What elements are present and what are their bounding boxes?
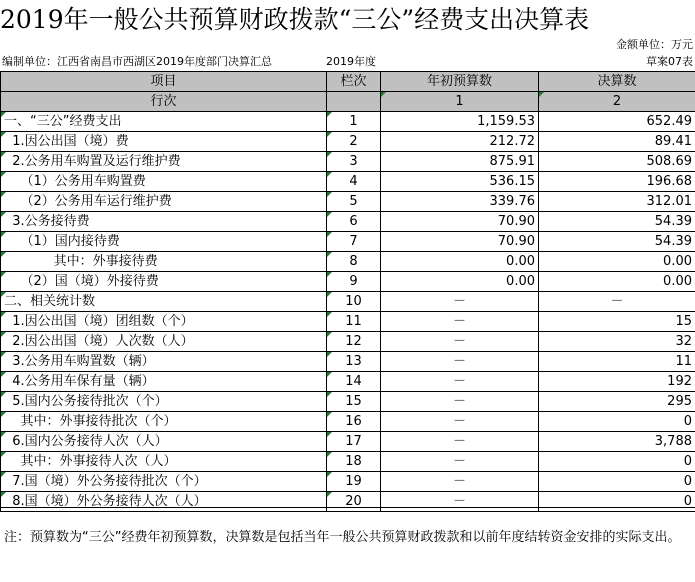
row-item-name: 一、“三公”经费支出 xyxy=(1,112,327,132)
row-line-number: 12 xyxy=(327,332,381,352)
row-line-number: 10 xyxy=(327,292,381,312)
row-budget-value: － xyxy=(381,472,539,492)
row-actual-value: 54.39 xyxy=(539,212,695,232)
table-row xyxy=(1,272,695,292)
row-line-number: 17 xyxy=(327,432,381,452)
row-item-name: 其中：外事接待费 xyxy=(1,252,327,272)
row-actual-value: 32 xyxy=(539,332,695,352)
row-actual-value: 89.41 xyxy=(539,132,695,152)
row-item-name: （2）公务用车运行维护费 xyxy=(1,192,327,212)
row-item-name: 4.公务用车保有量（辆） xyxy=(1,372,327,392)
expenditure-table xyxy=(0,71,695,512)
table-row xyxy=(1,212,695,232)
row-actual-value: 295 xyxy=(539,392,695,412)
table-row xyxy=(1,132,695,152)
row-item-name: 7.国（境）外公务接待批次（个） xyxy=(1,472,327,492)
table-row xyxy=(1,412,695,432)
row-item-name: 二、相关统计数 xyxy=(1,292,327,312)
compiling-unit: 编制单位：江西省南昌市西湖区2019年度部门决算汇总 xyxy=(2,55,272,68)
row-line-number: 18 xyxy=(327,452,381,472)
row-actual-value: － xyxy=(539,292,695,312)
row-actual-value: 312.01 xyxy=(539,192,695,212)
row-line-number: 6 xyxy=(327,212,381,232)
row-budget-value: － xyxy=(381,452,539,472)
header-budget-col: 1 xyxy=(381,92,539,112)
header-item: 项目 xyxy=(1,72,327,92)
row-line-number: 11 xyxy=(327,312,381,332)
row-actual-value: 192 xyxy=(539,372,695,392)
row-budget-value: 536.15 xyxy=(381,172,539,192)
header-row-label: 行次 xyxy=(1,92,327,112)
row-item-name: 1.因公出国（境）团组数（个） xyxy=(1,312,327,332)
row-budget-value: － xyxy=(381,492,539,512)
table-row xyxy=(1,392,695,412)
row-actual-value: 0 xyxy=(539,472,695,492)
table-row xyxy=(1,312,695,332)
row-actual-value: 3,788 xyxy=(539,432,695,452)
row-budget-value: 875.91 xyxy=(381,152,539,172)
row-budget-value: 212.72 xyxy=(381,132,539,152)
row-budget-value: 0.00 xyxy=(381,272,539,292)
row-budget-value: 1,159.53 xyxy=(381,112,539,132)
row-item-name: 3.公务接待费 xyxy=(1,212,327,232)
row-item-name: 1.因公出国（境）费 xyxy=(1,132,327,152)
row-budget-value: 0.00 xyxy=(381,252,539,272)
row-line-number: 13 xyxy=(327,352,381,372)
row-budget-value: － xyxy=(381,352,539,372)
row-actual-value: 0.00 xyxy=(539,272,695,292)
row-budget-value: 339.76 xyxy=(381,192,539,212)
meta-line xyxy=(0,54,695,70)
row-actual-value: 54.39 xyxy=(539,232,695,252)
row-actual-value: 0 xyxy=(539,452,695,472)
table-row xyxy=(1,352,695,372)
row-budget-value: 70.90 xyxy=(381,232,539,252)
row-budget-value: － xyxy=(381,312,539,332)
row-line-number: 8 xyxy=(327,252,381,272)
header-budget: 年初预算数 xyxy=(381,72,539,92)
row-actual-value: 196.68 xyxy=(539,172,695,192)
row-line-number: 15 xyxy=(327,392,381,412)
row-item-name: 2.公务用车购置及运行维护费 xyxy=(1,152,327,172)
row-item-name: 2.因公出国（境）人次数（人） xyxy=(1,332,327,352)
row-budget-value: － xyxy=(381,392,539,412)
row-line-number: 2 xyxy=(327,132,381,152)
row-actual-value: 508.69 xyxy=(539,152,695,172)
row-actual-value: 0 xyxy=(539,412,695,432)
amount-unit: 金额单位：万元 xyxy=(616,38,693,51)
row-budget-value: － xyxy=(381,292,539,312)
row-actual-value: 0.00 xyxy=(539,252,695,272)
row-actual-value: 11 xyxy=(539,352,695,372)
row-actual-value: 652.49 xyxy=(539,112,695,132)
row-actual-value: 15 xyxy=(539,312,695,332)
row-line-number: 20 xyxy=(327,492,381,512)
table-row xyxy=(1,452,695,472)
row-line-number: 14 xyxy=(327,372,381,392)
table-row xyxy=(1,432,695,452)
table-row xyxy=(1,372,695,392)
table-row xyxy=(1,152,695,172)
table-row xyxy=(1,232,695,252)
row-actual-value: 0 xyxy=(539,492,695,512)
row-budget-value: 70.90 xyxy=(381,212,539,232)
row-item-name: 6.国内公务接待人次（人） xyxy=(1,432,327,452)
row-item-name: 8.国（境）外公务接待人次（人） xyxy=(1,492,327,512)
fiscal-year: 2019年度 xyxy=(326,55,376,68)
table-row xyxy=(1,472,695,492)
header-subrow xyxy=(1,92,695,112)
row-budget-value: － xyxy=(381,412,539,432)
table-row xyxy=(1,112,695,132)
table-row xyxy=(1,192,695,212)
row-line-number: 1 xyxy=(327,112,381,132)
header-actual: 决算数 xyxy=(539,72,695,92)
row-line-number: 5 xyxy=(327,192,381,212)
row-budget-value: － xyxy=(381,432,539,452)
row-item-name: 5.国内公务接待批次（个） xyxy=(1,392,327,412)
header-row xyxy=(1,72,695,92)
row-line-number: 9 xyxy=(327,272,381,292)
footnote: 注：预算数为“三公”经费年初预算数，决算数是包括当年一般公共预算财政拨款和以前年度结转资金安排的实际支出。 xyxy=(0,507,695,582)
row-item-name: 其中：外事接待批次（个） xyxy=(1,412,327,432)
header-blank xyxy=(327,92,381,112)
row-budget-value: － xyxy=(381,372,539,392)
table-row xyxy=(1,252,695,272)
table-title: 2019年一般公共预算财政拨款“三公”经费支出决算表 xyxy=(0,5,590,34)
header-col-no: 栏次 xyxy=(327,72,381,92)
table-row xyxy=(1,172,695,192)
row-item-name: （1）国内接待费 xyxy=(1,232,327,252)
row-item-name: 其中：外事接待人次（人） xyxy=(1,452,327,472)
row-line-number: 3 xyxy=(327,152,381,172)
table-row xyxy=(1,332,695,352)
row-budget-value: － xyxy=(381,332,539,352)
row-line-number: 4 xyxy=(327,172,381,192)
row-line-number: 19 xyxy=(327,472,381,492)
row-item-name: 3.公务用车购置数（辆） xyxy=(1,352,327,372)
row-line-number: 16 xyxy=(327,412,381,432)
form-number: 草案07表 xyxy=(646,55,693,68)
header-actual-col: 2 xyxy=(539,92,695,112)
row-line-number: 7 xyxy=(327,232,381,252)
row-item-name: （1）公务用车购置费 xyxy=(1,172,327,192)
row-item-name: （2）国（境）外接待费 xyxy=(1,272,327,292)
table-row xyxy=(1,292,695,312)
